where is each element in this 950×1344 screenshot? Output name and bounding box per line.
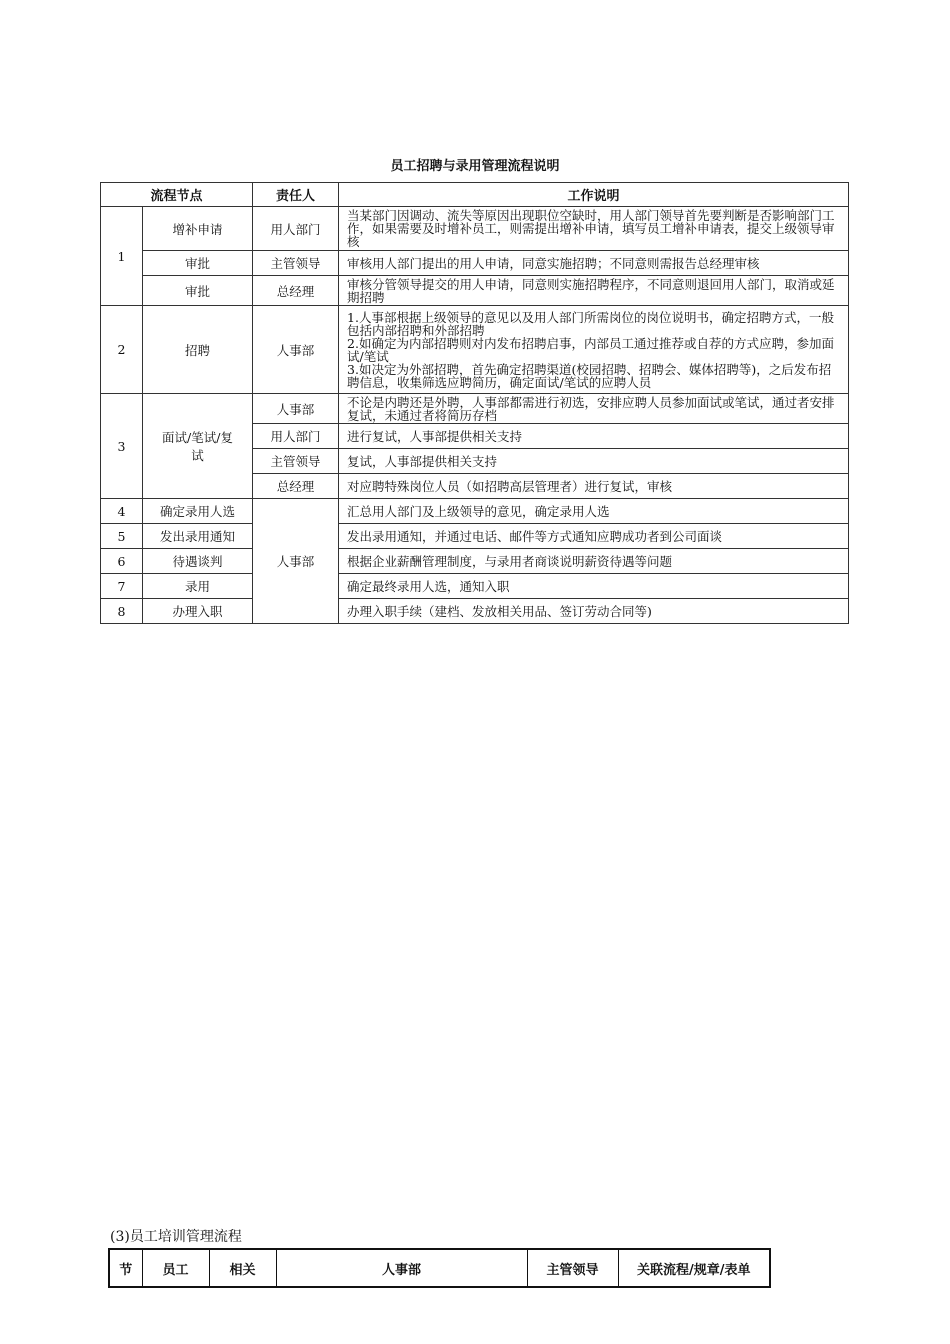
header-responsible: 责任人 bbox=[253, 183, 339, 207]
process-node: 增补申请 bbox=[143, 207, 253, 251]
work-description: 发出录用通知，并通过电话、邮件等方式通知应聘成功者到公司面谈 bbox=[339, 524, 849, 549]
process-node: 确定录用人选 bbox=[143, 499, 253, 524]
description-line: 1.人事部根据上级领导的意见以及用人部门所需岗位的岗位说明书，确定招聘方式，一般包括内部招聘和外部招聘 bbox=[347, 309, 834, 338]
process-node: 待遇谈判 bbox=[143, 549, 253, 574]
document-title: 员工招聘与录用管理流程说明 bbox=[390, 159, 560, 174]
step-number: 7 bbox=[101, 574, 143, 599]
recruitment-process-table bbox=[100, 182, 849, 624]
work-description: 根据企业薪酬管理制度，与录用者商谈说明薪资待遇等问题 bbox=[339, 549, 849, 574]
responsible: 总经理 bbox=[253, 276, 339, 306]
description-line: 2.如确定为内部招聘则对内发布招聘启事，内部员工通过推荐或自荐的方式应聘，参加面试/笔试 bbox=[347, 335, 834, 364]
table-row bbox=[101, 499, 849, 524]
table-row bbox=[101, 306, 849, 394]
table-row bbox=[101, 394, 849, 424]
process-node: 办理入职 bbox=[143, 599, 253, 624]
process-node: 审批 bbox=[143, 276, 253, 306]
work-description: 审核分管领导提交的用人申请，同意则实施招聘程序，不同意则退回用人部门，取消或延期招聘 bbox=[339, 276, 849, 306]
step-number: 5 bbox=[101, 524, 143, 549]
step-number: 6 bbox=[101, 549, 143, 574]
work-description: 当某部门因调动、流失等原因出现职位空缺时，用人部门领导首先要判断是否影响部门工作，如果需要及时增补员工，则需提出增补申请，填写员工增补申请表，提交上级领导审核 bbox=[339, 207, 849, 251]
process-node: 审批 bbox=[143, 251, 253, 276]
work-description: 汇总用人部门及上级领导的意见，确定录用人选 bbox=[339, 499, 849, 524]
responsible: 人事部 bbox=[253, 394, 339, 424]
table-row bbox=[101, 524, 849, 549]
header-section: 节 bbox=[109, 1249, 142, 1287]
responsible: 用人部门 bbox=[253, 207, 339, 251]
step-number: 2 bbox=[101, 306, 143, 394]
table-row bbox=[101, 251, 849, 276]
table-row bbox=[101, 574, 849, 599]
responsible: 人事部 bbox=[253, 499, 339, 624]
header-supervisor: 主管领导 bbox=[527, 1249, 618, 1287]
step-number: 4 bbox=[101, 499, 143, 524]
training-process-table bbox=[108, 1248, 771, 1288]
header-process-node: 流程节点 bbox=[101, 183, 253, 207]
work-description: 对应聘特殊岗位人员（如招聘高层管理者）进行复试，审核 bbox=[339, 474, 849, 499]
responsible: 主管领导 bbox=[253, 449, 339, 474]
work-description: 办理入职手续（建档、发放相关用品、签订劳动合同等) bbox=[339, 599, 849, 624]
responsible: 人事部 bbox=[253, 306, 339, 394]
process-node: 发出录用通知 bbox=[143, 524, 253, 549]
step-number: 3 bbox=[101, 394, 143, 499]
table-row bbox=[101, 599, 849, 624]
table-header-row bbox=[109, 1249, 770, 1287]
responsible: 用人部门 bbox=[253, 424, 339, 449]
table-row bbox=[101, 549, 849, 574]
work-description bbox=[339, 306, 849, 394]
header-hr-department: 人事部 bbox=[276, 1249, 527, 1287]
work-description: 不论是内聘还是外聘，人事部都需进行初选，安排应聘人员参加面试或笔试，通过者安排复试，未通过者将简历存档 bbox=[339, 394, 849, 424]
process-node: 招聘 bbox=[143, 306, 253, 394]
header-work-description: 工作说明 bbox=[339, 183, 849, 207]
table-row bbox=[101, 207, 849, 251]
process-node: 面试/笔试/复试 bbox=[143, 394, 253, 499]
work-description: 审核用人部门提出的用人申请，同意实施招聘；不同意则需报告总经理审核 bbox=[339, 251, 849, 276]
responsible: 总经理 bbox=[253, 474, 339, 499]
header-related: 相关 bbox=[209, 1249, 276, 1287]
table-header-row bbox=[101, 183, 849, 207]
table-row bbox=[101, 276, 849, 306]
work-description: 确定最终录用人选，通知入职 bbox=[339, 574, 849, 599]
header-related-process: 关联流程/规章/表单 bbox=[618, 1249, 770, 1287]
responsible: 主管领导 bbox=[253, 251, 339, 276]
process-node: 录用 bbox=[143, 574, 253, 599]
description-line: 3.如决定为外部招聘，首先确定招聘渠道(校园招聘、招聘会、媒体招聘等)，之后发布招聘信息，收集筛选应聘简历，确定面试/笔试的应聘人员 bbox=[347, 361, 832, 390]
work-description: 复试，人事部提供相关支持 bbox=[339, 449, 849, 474]
work-description: 进行复试，人事部提供相关支持 bbox=[339, 424, 849, 449]
step-number: 8 bbox=[101, 599, 143, 624]
section-title: (3)员工培训管理流程 bbox=[110, 1229, 242, 1245]
step-number: 1 bbox=[101, 207, 143, 306]
header-employee: 员工 bbox=[142, 1249, 209, 1287]
